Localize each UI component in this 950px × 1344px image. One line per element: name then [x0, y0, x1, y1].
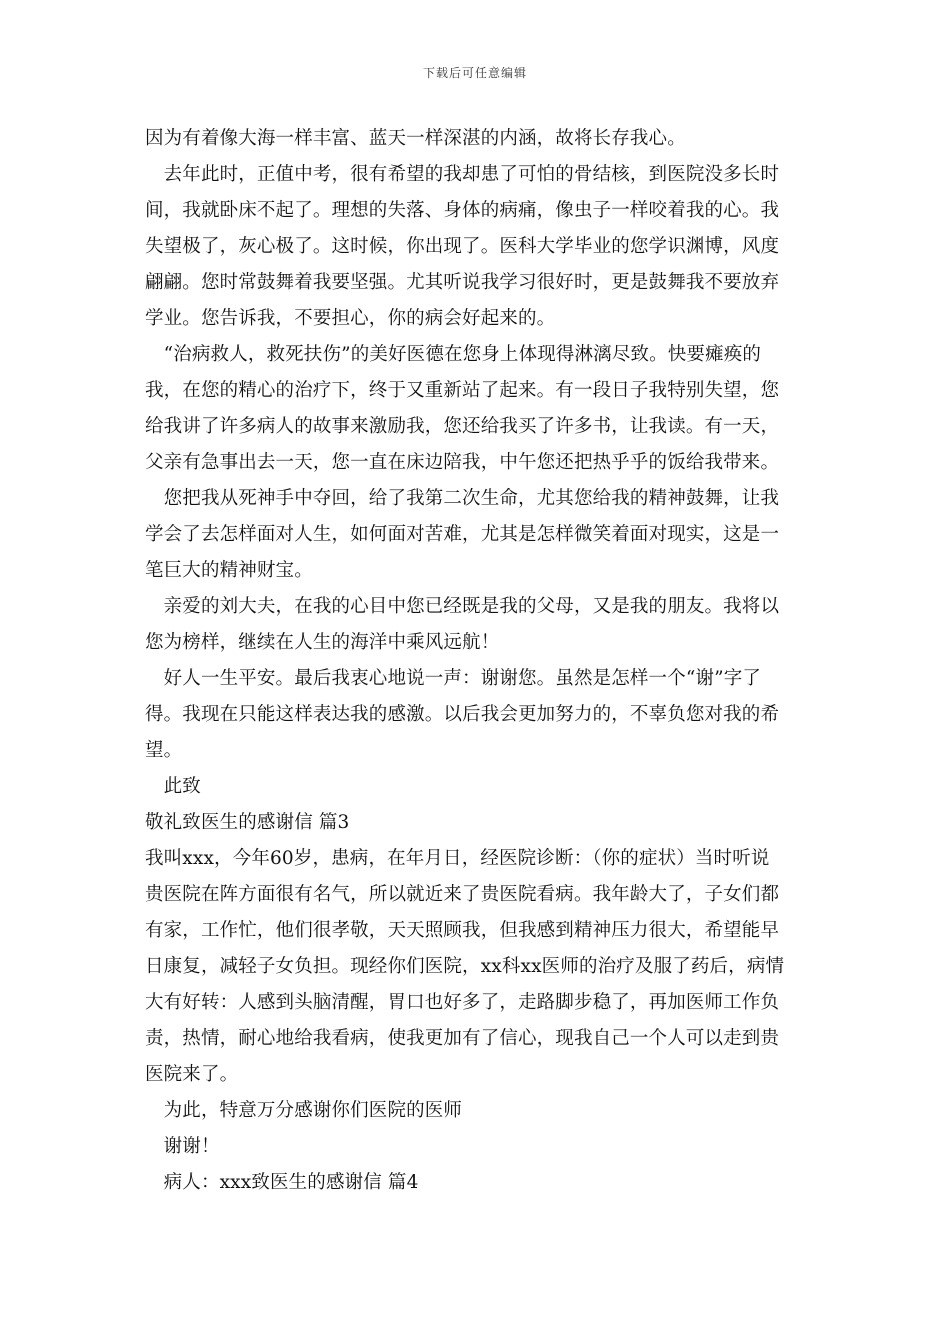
text-line-1: 因为有着像大海一样丰富、蓝天一样深湛的内涵，故将长存我心。	[145, 128, 686, 149]
text-line-24: 日康复，减轻子女负担。现经你们医院，xx科xx医师的治疗及服了药后，病情	[145, 956, 785, 977]
text-line-3: 间，我就卧床不起了。理想的失落、身体的病痛，像虫子一样咬着我的心。我	[145, 200, 780, 221]
text-line-30: 病人：xxx致医生的感谢信 篇4	[145, 1172, 419, 1193]
text-line-15: 您为榜样，继续在人生的海洋中乘风远航！	[145, 632, 500, 653]
text-line-7: “治病救人，救死扶伤”的美好医德在您身上体现得淋漓尽致。快要瘫痪的	[145, 344, 762, 365]
text-line-5: 翩翩。您时常鼓舞着我要坚强。尤其听说我学习很好时，更是鼓舞我不要放弃	[145, 272, 780, 293]
text-line-12: 学会了去怎样面对人生，如何面对苦难，尤其是怎样微笑着面对现实，这是一	[145, 524, 780, 545]
text-line-28: 为此，特意万分感谢你们医院的医师	[145, 1100, 463, 1121]
text-line-4: 失望极了，灰心极了。这时候，你出现了。医科大学毕业的您学识渊博，风度	[145, 236, 780, 257]
text-line-6: 学业。您告诉我，不要担心，你的病会好起来的。	[145, 308, 556, 329]
text-line-11: 您把我从死神手中夺回，给了我第二次生命，尤其您给我的精神鼓舞，让我	[145, 488, 780, 509]
text-line-19: 此致	[145, 776, 201, 797]
text-line-8: 我，在您的精心的治疗下，终于又重新站了起来。有一段日子我特别失望，您	[145, 380, 780, 401]
text-line-23: 有家，工作忙，他们很孝敬，天天照顾我，但我感到精神压力很大，希望能早	[145, 920, 780, 941]
text-line-2: 去年此时，正值中考，很有希望的我却患了可怕的骨结核，到医院没多长时	[145, 164, 780, 185]
text-line-13: 笔巨大的精神财宝。	[145, 560, 313, 581]
text-line-21: 我叫xxx，今年60岁，患病，在年月日，经医院诊断：（你的症状）当时听说	[145, 848, 770, 869]
text-line-18: 望。	[145, 740, 183, 761]
text-line-22: 贵医院在阵方面很有名气，所以就近来了贵医院看病。我年龄大了，子女们都	[145, 884, 780, 905]
text-line-10: 父亲有急事出去一天，您一直在床边陪我，中午您还把热乎乎的饭给我带来。	[145, 452, 780, 473]
text-line-9: 给我讲了许多病人的故事来激励我，您还给我买了许多书，让我读。有一天，	[145, 416, 780, 437]
text-line-17: 得。我现在只能这样表达我的感激。以后我会更加努力的，不辜负您对我的希	[145, 704, 780, 725]
text-line-26: 责，热情，耐心地给我看病，使我更加有了信心，现我自己一个人可以走到贵	[145, 1028, 780, 1049]
text-line-16: 好人一生平安。最后我衷心地说一声：谢谢您。虽然是怎样一个“谢”字了	[145, 668, 762, 689]
text-line-27: 医院来了。	[145, 1064, 239, 1085]
text-line-14: 亲爱的刘大夫，在我的心目中您已经既是我的父母，又是我的朋友。我将以	[145, 596, 780, 617]
page-header: 下载后可任意编辑	[422, 66, 527, 80]
text-line-25: 大有好转：人感到头脑清醒，胃口也好多了，走路脚步稳了，再加医师工作负	[145, 992, 780, 1013]
text-line-29: 谢谢！	[145, 1136, 220, 1157]
text-line-20: 敬礼致医生的感谢信 篇3	[145, 812, 350, 833]
